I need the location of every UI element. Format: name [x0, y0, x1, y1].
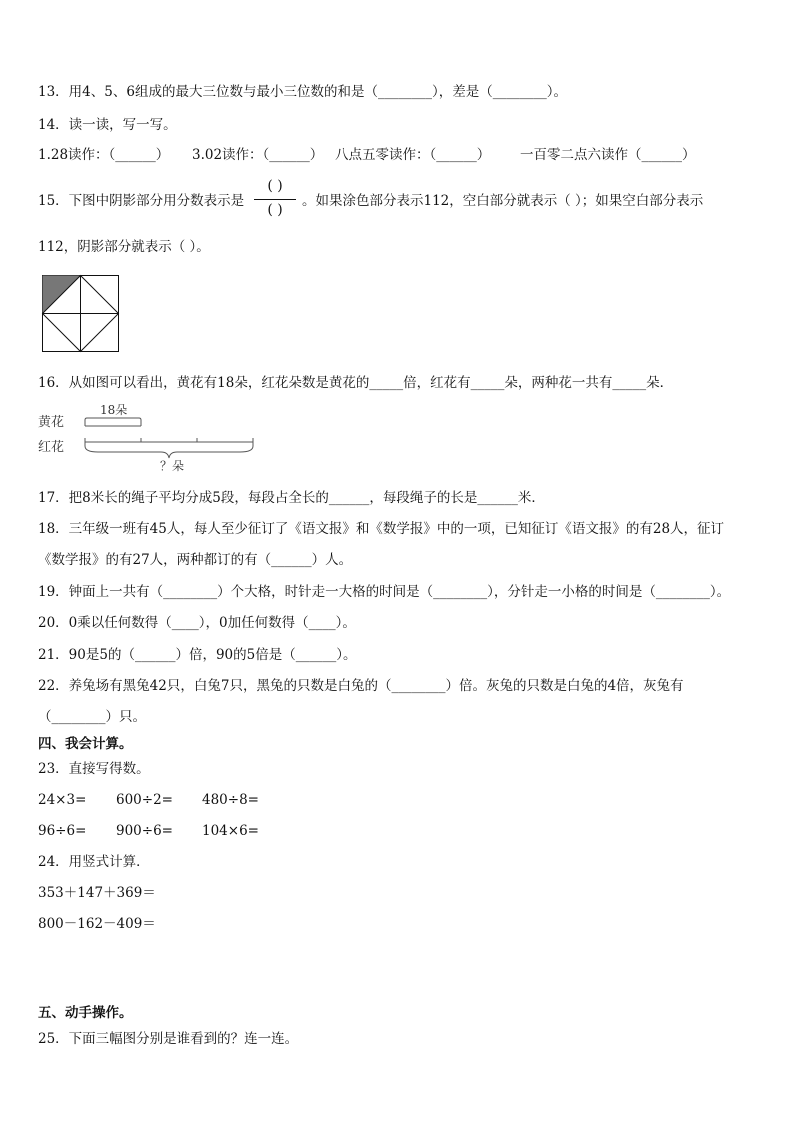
question-14: 14．读一读，写一写。	[38, 117, 177, 133]
section-5-heading: 五、动手操作。	[38, 1005, 133, 1021]
question-22-line-1: 22．养兔场有黑兔42只，白兔7只，黑兔的只数是白兔的（________）倍。灰兔的只数是白兔的4倍，灰兔有	[38, 678, 684, 694]
vertical-calc-2: 800－162－409＝	[38, 916, 156, 932]
calc-item-1: 24×3=	[38, 792, 87, 808]
fraction-numerator: ( )	[267, 178, 283, 194]
calc-item-5: 900÷6=	[116, 823, 173, 839]
question-15-continued: 112，阴影部分就表示（ ）。	[38, 239, 210, 255]
calc-item-3: 480÷8=	[202, 792, 259, 808]
question-19: 19．钟面上一共有（________）个大格，时针走一大格的时间是（________），分针走一小格的时间是（________）。	[38, 584, 731, 600]
fraction-blank	[250, 178, 300, 222]
question-16: 16．从如图可以看出，黄花有18朵，红花朵数是黄花的_____倍，红花有_____朵，两种花一共有_____朵．	[38, 375, 674, 391]
question-18-line-1: 18．三年级一班有45人，每人至少征订了《语文报》和《数学报》中的一项，已知征订《语文报》的有28人，征订	[38, 521, 725, 537]
question-15-prefix: 15．下图中阴影部分用分数表示是	[38, 193, 245, 209]
calc-item-6: 104×6=	[202, 823, 259, 839]
bottom-brace	[85, 446, 253, 458]
bottom-brace-label: ？朵	[160, 459, 185, 473]
question-18-line-2: 《数学报》的有27人，两种都订的有（______）人。	[38, 552, 353, 568]
question-20: 20．0乘以任何数得（____），0加任何数得（____）。	[38, 615, 356, 631]
fraction-bar	[254, 199, 296, 200]
top-brace-label: 18朵	[100, 403, 128, 417]
question-13: 13．用4、5、6组成的最大三位数与最小三位数的和是（________），差是（________）。	[38, 84, 567, 100]
flower-diagram	[38, 400, 268, 475]
q14-item-3: 八点五零读作：（______）	[335, 147, 491, 163]
question-23: 23．直接写得数。	[38, 761, 150, 777]
question-24: 24．用竖式计算．	[38, 854, 150, 870]
shaded-square-figure	[42, 275, 119, 352]
q14-item-4: 一百零二点六读作（______）	[520, 147, 696, 163]
question-25: 25．下面三幅图分别是谁看到的？连一连。	[38, 1031, 299, 1047]
question-22-line-2: （________）只。	[38, 709, 146, 725]
top-brace	[85, 418, 141, 426]
q14-item-2: 3.02读作：（______）	[192, 147, 324, 163]
question-21: 21．90是5的（______）倍，90的5倍是（______）。	[38, 647, 357, 663]
calc-item-2: 600÷2=	[116, 792, 173, 808]
question-17: 17．把8米长的绳子平均分成5段，每段占全长的______，每段绳子的长是______米．	[38, 490, 545, 506]
section-4-heading: 四、我会计算。	[38, 736, 133, 752]
question-15-suffix: 。如果涂色部分表示112，空白部分就表示（ ）；如果空白部分表示	[302, 193, 704, 209]
red-flower-label: 红花	[38, 440, 65, 455]
fraction-denominator: ( )	[267, 202, 283, 218]
yellow-flower-label: 黄花	[38, 415, 65, 430]
vertical-calc-1: 353＋147＋369＝	[38, 885, 156, 901]
calc-item-4: 96÷6=	[38, 823, 87, 839]
q14-item-1: 1.28读作：（______）	[38, 147, 170, 163]
